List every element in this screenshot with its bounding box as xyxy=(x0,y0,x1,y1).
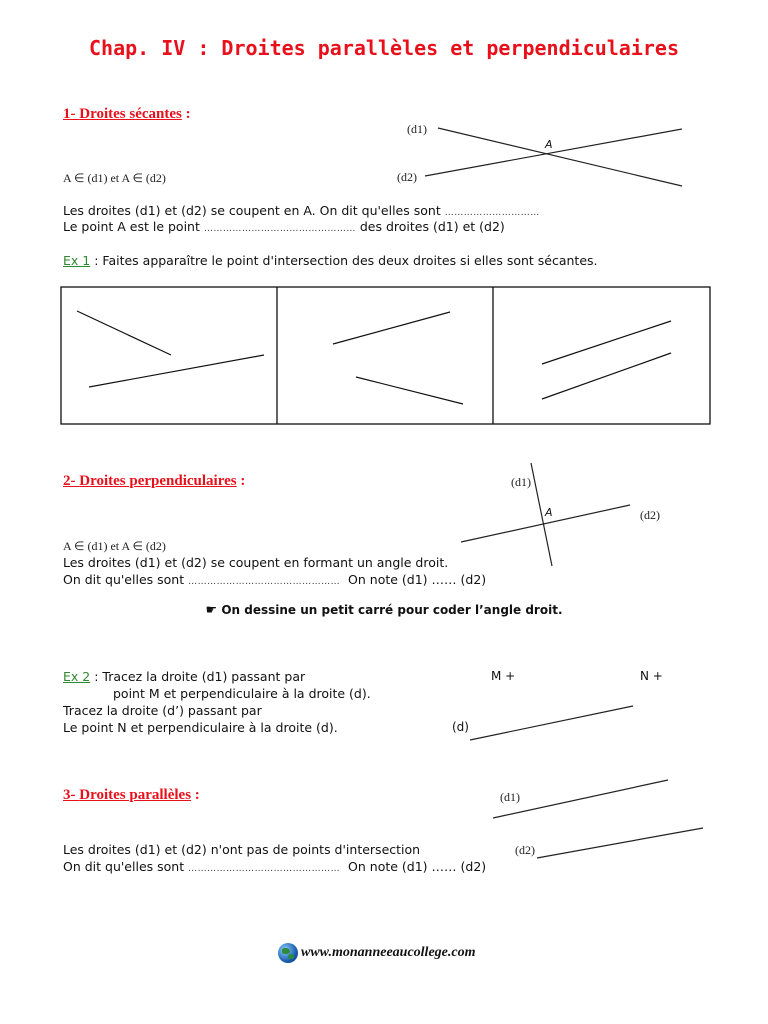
ex1-instruction: Ex 1 : Faites apparaître le point d'intersection des deux droites si elles sont sécantes. xyxy=(63,253,598,268)
ex2-line-1: Ex 2 : Tracez la droite (d1) passant par xyxy=(63,669,306,684)
s1-label-d2: (d2) xyxy=(397,170,417,184)
s2-sentence-2: On dit qu'elles sont ………………………………………… On note (d1) …… (d2) xyxy=(63,572,487,587)
s3-sentence-1: Les droites (d1) et (d2) n'ont pas de points d'intersection xyxy=(63,842,421,857)
ex1-cell2-line-a xyxy=(333,312,450,344)
pointing-hand-icon: ☛ xyxy=(205,603,218,618)
s1-line-d2 xyxy=(425,129,682,176)
ex2-label: Ex 2 xyxy=(63,669,91,684)
ex2-line-3: Tracez la droite (d’) passant par xyxy=(63,703,262,718)
section2-heading: 2- Droites perpendiculaires : xyxy=(63,473,246,489)
s1-sentence-1: Les droites (d1) et (d2) se coupent en A. On dit qu'elles sont ………………………… xyxy=(63,203,540,218)
ex1-label: Ex 1 xyxy=(63,253,91,268)
s2-label-d2: (d2) xyxy=(640,508,660,522)
footer xyxy=(278,943,475,963)
ex2-point-n: N + xyxy=(640,669,663,683)
ex1-cell3-line-a xyxy=(542,321,671,364)
globe-icon xyxy=(278,943,298,963)
s1-sentence-2: Le point A est le point ………………………………………… des droites (d1) et (d2) xyxy=(63,219,505,234)
ex1-cell2-line-b xyxy=(356,377,463,404)
s3-label-d1: (d1) xyxy=(500,790,520,804)
ex2-label-d: (d) xyxy=(452,720,469,734)
ex1-table xyxy=(61,287,710,424)
s2-sentence-1: Les droites (d1) et (d2) se coupent en formant un angle droit. xyxy=(63,555,449,570)
s3-line-d2 xyxy=(537,828,703,858)
s2-note: ☛ On dessine un petit carré pour coder l’angle droit. xyxy=(205,603,563,618)
ex1-cell3-line-b xyxy=(542,353,671,399)
footer-url[interactable]: www.monanneeaucollege.com xyxy=(301,945,476,960)
s1-membership: A ∈ (d1) et A ∈ (d2) xyxy=(63,171,166,185)
s1-point-a: A xyxy=(545,138,553,151)
section3-heading: 3- Droites parallèles : xyxy=(63,787,200,803)
s3-sentence-2: On dit qu'elles sont ………………………………………… On note (d1) …… (d2) xyxy=(63,859,487,874)
ex2-line-4: Le point N et perpendiculaire à la droite (d). xyxy=(63,720,338,735)
section1-heading: 1- Droites sécantes : xyxy=(63,106,191,122)
page-title: Chap. IV : Droites parallèles et perpendiculaires xyxy=(88,36,679,60)
ex2-point-m: M + xyxy=(491,669,516,683)
s1-label-d1: (d1) xyxy=(407,122,427,136)
ex2-line-2: point M et perpendiculaire à la droite (d). xyxy=(113,686,371,701)
s3-label-d2: (d2) xyxy=(515,843,535,857)
ex2-line-d xyxy=(470,706,633,740)
s1-line-d1 xyxy=(438,128,682,186)
ex1-cell1-line-a xyxy=(77,311,171,355)
s2-membership: A ∈ (d1) et A ∈ (d2) xyxy=(63,539,166,553)
ex1-cell1-line-b xyxy=(89,355,264,387)
s2-label-d1: (d1) xyxy=(511,475,531,489)
s2-point-a: A xyxy=(545,506,553,519)
